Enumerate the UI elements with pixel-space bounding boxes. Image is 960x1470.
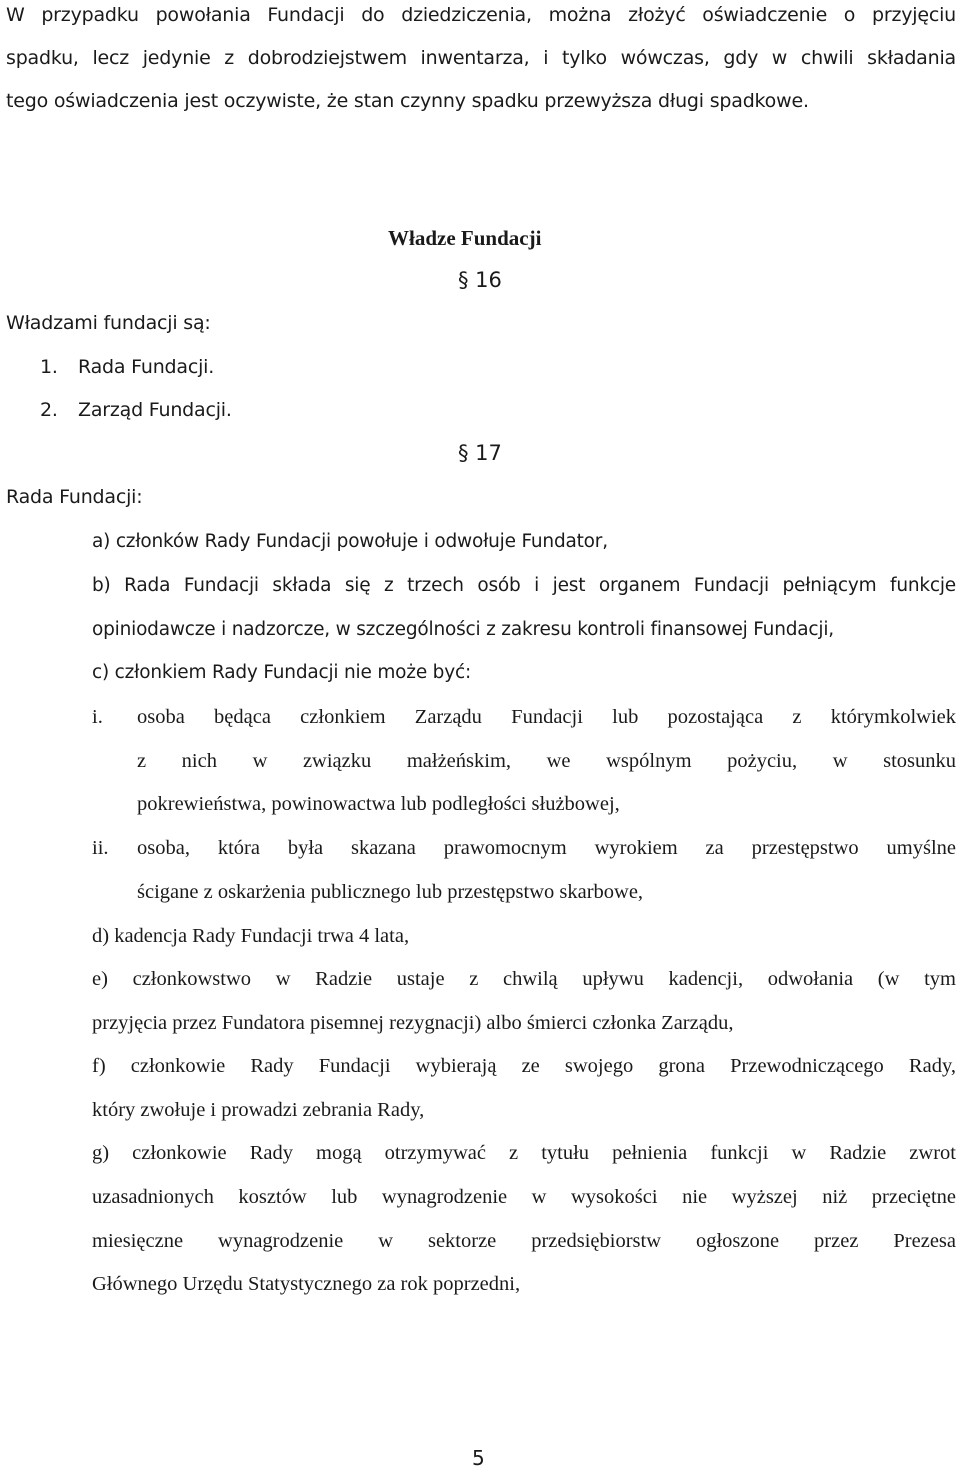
section-17-number: § 17	[458, 441, 502, 465]
item-a: a) członków Rady Fundacji powołuje i odwołuje Fundator,	[92, 531, 608, 552]
page-number: 5	[472, 1446, 485, 1470]
item-g-line-3: miesięczne wynagrodzenie w sektorze przedsiębiorstw ogłoszone przez Prezesa	[92, 1230, 956, 1252]
item-e-line-1: e) członkowstwo w Radzie ustaje z chwilą upływu kadencji, odwołania (w tym	[92, 968, 956, 990]
item-ii-line-2: ścigane z oskarżenia publicznego lub przestępstwo skarbowe,	[137, 881, 644, 903]
section-16-item-1-text: Rada Fundacji.	[78, 356, 215, 378]
section-17-intro: Rada Fundacji:	[6, 486, 143, 508]
item-i-marker: i.	[92, 706, 103, 728]
chapter-title: Władze Fundacji	[388, 226, 542, 250]
intro-line-3: tego oświadczenia jest oczywiste, że stan czynny spadku przewyższa długi spadkowe.	[6, 90, 809, 112]
section-16-intro: Władzami fundacji są:	[6, 312, 211, 334]
item-d: d) kadencja Rady Fundacji trwa 4 lata,	[92, 925, 410, 947]
section-16-item-2-text: Zarząd Fundacji.	[78, 399, 232, 421]
item-i-line-1: osoba będąca członkiem Zarządu Fundacji lub pozostająca z którymkolwiek	[137, 706, 956, 728]
item-f-line-2: który zwołuje i prowadzi zebrania Rady,	[92, 1099, 425, 1121]
item-b-line-1: b) Rada Fundacji składa się z trzech osób i jest organem Fundacji pełniącym funkcje	[92, 575, 956, 596]
section-16-number: § 16	[458, 268, 502, 292]
section-16-item-1-marker: 1.	[40, 356, 58, 378]
item-f-line-1: f) członkowie Rady Fundacji wybierają ze swojego grona Przewodniczącego Rady,	[92, 1055, 956, 1077]
item-ii-marker: ii.	[92, 837, 109, 859]
intro-line-1: W przypadku powołania Fundacji do dziedziczenia, można złożyć oświadczenie o przyjęciu	[6, 4, 956, 26]
item-g-line-4: Głównego Urzędu Statystycznego za rok poprzedni,	[92, 1273, 521, 1295]
item-i-line-2: z nich w związku małżeńskim, we wspólnym pożyciu, w stosunku	[137, 750, 956, 772]
item-e-line-2: przyjęcia przez Fundatora pisemnej rezygnacji) albo śmierci członka Zarządu,	[92, 1012, 734, 1034]
item-g-line-2: uzasadnionych kosztów lub wynagrodzenie w wysokości nie wyższej niż przeciętne	[92, 1186, 956, 1208]
item-c: c) członkiem Rady Fundacji nie może być:	[92, 662, 471, 683]
item-b-line-2: opiniodawcze i nadzorcze, w szczególności z zakresu kontroli finansowej Fundacji,	[92, 619, 834, 640]
intro-line-2: spadku, lecz jedynie z dobrodziejstwem inwentarza, i tylko wówczas, gdy w chwili składania	[6, 47, 956, 69]
item-g-line-1: g) członkowie Rady mogą otrzymywać z tytułu pełnienia funkcji w Radzie zwrot	[92, 1142, 956, 1164]
section-16-item-2-marker: 2.	[40, 399, 58, 421]
item-i-line-3: pokrewieństwa, powinowactwa lub podległości służbowej,	[137, 793, 620, 815]
item-ii-line-1: osoba, która była skazana prawomocnym wyrokiem za przestępstwo umyślne	[137, 837, 956, 859]
